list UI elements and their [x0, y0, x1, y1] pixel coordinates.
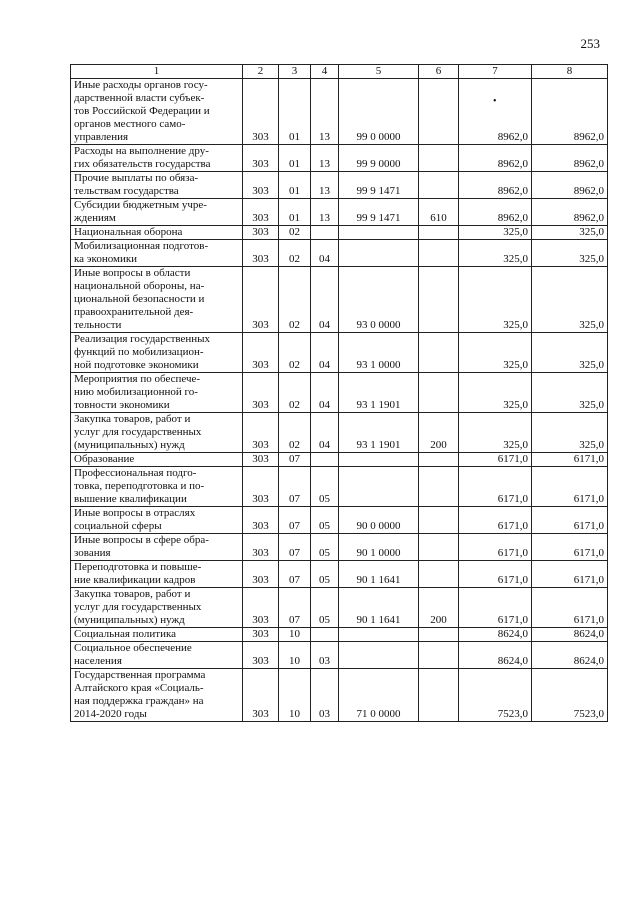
- code-cell: 303: [243, 199, 279, 226]
- section-cell: 10: [279, 642, 311, 669]
- subsection-cell: 13: [311, 199, 339, 226]
- row-name-line: циональной безопасности и: [74, 293, 205, 305]
- budget-table: [70, 64, 608, 722]
- row-name-line: Прочие выплаты по обяза-: [74, 172, 199, 184]
- amount-cell: 8962,0: [459, 145, 532, 172]
- table-row: [71, 145, 608, 172]
- target-article-cell: [339, 453, 419, 467]
- target-article-cell: 90 0 0000: [339, 507, 419, 534]
- column-header: 6: [419, 65, 459, 79]
- target-article-cell: [339, 240, 419, 267]
- expense-type-cell: [419, 333, 459, 373]
- table-row: [71, 240, 608, 267]
- row-name-line: Социальное обеспечение: [74, 642, 192, 654]
- row-name-line: населения: [74, 655, 122, 667]
- amount-cell: 325,0: [532, 373, 608, 413]
- row-name: [71, 669, 243, 722]
- expense-type-cell: 610: [419, 199, 459, 226]
- code-cell: 303: [243, 226, 279, 240]
- row-name-line: Закупка товаров, работ и: [74, 588, 191, 600]
- code-cell: 303: [243, 467, 279, 507]
- row-name: [71, 561, 243, 588]
- subsection-cell: 04: [311, 413, 339, 453]
- amount-cell: 8962,0: [459, 172, 532, 199]
- expense-type-cell: [419, 669, 459, 722]
- column-header: 3: [279, 65, 311, 79]
- section-cell: 10: [279, 628, 311, 642]
- section-cell: 02: [279, 373, 311, 413]
- expense-type-cell: [419, 642, 459, 669]
- amount-cell: 6171,0: [459, 561, 532, 588]
- column-header: 7: [459, 65, 532, 79]
- target-article-cell: [339, 226, 419, 240]
- subsection-cell: 04: [311, 333, 339, 373]
- row-name-line: ной подготовке экономики: [74, 359, 199, 371]
- table-row: [71, 507, 608, 534]
- amount-cell: 8624,0: [459, 628, 532, 642]
- row-name-line: 2014-2020 годы: [74, 708, 147, 720]
- subsection-cell: 05: [311, 588, 339, 628]
- row-name-line: услуг для государственных: [74, 426, 202, 438]
- table-row: [71, 669, 608, 722]
- row-name-line: Образование: [74, 453, 135, 465]
- row-name: [71, 534, 243, 561]
- expense-type-cell: [419, 240, 459, 267]
- section-cell: 01: [279, 199, 311, 226]
- row-name-line: гих обязательств государства: [74, 158, 211, 170]
- amount-cell: 8962,0: [532, 199, 608, 226]
- section-cell: 02: [279, 226, 311, 240]
- section-cell: 02: [279, 333, 311, 373]
- amount-cell: 325,0: [459, 226, 532, 240]
- subsection-cell: 04: [311, 267, 339, 333]
- row-name-line: (муниципальных) нужд: [74, 614, 185, 626]
- row-name: [71, 507, 243, 534]
- row-name-line: дарственной власти субъек-: [74, 92, 205, 104]
- target-article-cell: 99 9 0000: [339, 145, 419, 172]
- row-name-line: Иные вопросы в сфере обра-: [74, 534, 209, 546]
- amount-cell: 325,0: [532, 267, 608, 333]
- row-name: [71, 628, 243, 642]
- row-name: [71, 333, 243, 373]
- amount-cell: 325,0: [459, 373, 532, 413]
- amount-cell: 325,0: [532, 226, 608, 240]
- row-name: [71, 226, 243, 240]
- amount-cell: 325,0: [532, 240, 608, 267]
- amount-cell: 6171,0: [532, 507, 608, 534]
- target-article-cell: 90 1 0000: [339, 534, 419, 561]
- section-cell: 07: [279, 588, 311, 628]
- amount-cell: 6171,0: [532, 588, 608, 628]
- amount-cell: 6171,0: [459, 588, 532, 628]
- code-cell: 303: [243, 507, 279, 534]
- amount-cell: 8624,0: [532, 642, 608, 669]
- table-row: [71, 561, 608, 588]
- row-name-line: Иные вопросы в области: [74, 267, 191, 279]
- column-header: 2: [243, 65, 279, 79]
- table-row: [71, 628, 608, 642]
- expense-type-cell: [419, 373, 459, 413]
- column-header: 4: [311, 65, 339, 79]
- row-name: [71, 267, 243, 333]
- row-name-line: ние квалификации кадров: [74, 574, 196, 586]
- row-name-line: зования: [74, 547, 111, 559]
- section-cell: 07: [279, 507, 311, 534]
- subsection-cell: 13: [311, 172, 339, 199]
- row-name-line: Субсидии бюджетным учре-: [74, 199, 207, 211]
- target-article-cell: [339, 467, 419, 507]
- section-cell: 07: [279, 467, 311, 507]
- table-row: [71, 226, 608, 240]
- expense-type-cell: 200: [419, 588, 459, 628]
- target-article-cell: 93 0 0000: [339, 267, 419, 333]
- amount-cell: 6171,0: [459, 534, 532, 561]
- code-cell: 303: [243, 79, 279, 145]
- row-name: [71, 172, 243, 199]
- table-row: [71, 79, 608, 145]
- row-name-line: Иные вопросы в отраслях: [74, 507, 196, 519]
- row-name-line: Государственная программа: [74, 669, 206, 681]
- code-cell: 303: [243, 145, 279, 172]
- subsection-cell: 04: [311, 240, 339, 267]
- expense-type-cell: [419, 453, 459, 467]
- amount-cell: 325,0: [459, 333, 532, 373]
- expense-type-cell: [419, 145, 459, 172]
- amount-cell: 8624,0: [459, 642, 532, 669]
- row-name-line: товности экономики: [74, 399, 170, 411]
- row-name-line: тельности: [74, 319, 122, 331]
- row-name-line: тельствам государства: [74, 185, 179, 197]
- table-row: [71, 199, 608, 226]
- code-cell: 303: [243, 453, 279, 467]
- amount-cell: 6171,0: [459, 507, 532, 534]
- row-name-line: управления: [74, 131, 129, 143]
- stray-mark: •: [493, 96, 497, 107]
- target-article-cell: 99 9 1471: [339, 172, 419, 199]
- code-cell: 303: [243, 561, 279, 588]
- amount-cell: 325,0: [459, 267, 532, 333]
- expense-type-cell: [419, 172, 459, 199]
- row-name-line: Закупка товаров, работ и: [74, 413, 191, 425]
- row-name: [71, 642, 243, 669]
- amount-cell: 6171,0: [532, 534, 608, 561]
- target-article-cell: 71 0 0000: [339, 669, 419, 722]
- code-cell: 303: [243, 628, 279, 642]
- target-article-cell: 93 1 1901: [339, 413, 419, 453]
- expense-type-cell: [419, 628, 459, 642]
- amount-cell: 6171,0: [459, 467, 532, 507]
- subsection-cell: 03: [311, 669, 339, 722]
- code-cell: 303: [243, 669, 279, 722]
- code-cell: 303: [243, 413, 279, 453]
- row-name-line: вышение квалификации: [74, 493, 187, 505]
- expense-type-cell: [419, 467, 459, 507]
- page-number: 253: [580, 36, 600, 51]
- amount-cell: 325,0: [459, 413, 532, 453]
- code-cell: 303: [243, 240, 279, 267]
- amount-cell: 6171,0: [532, 453, 608, 467]
- row-name-line: органов местного само-: [74, 118, 186, 130]
- section-cell: 02: [279, 240, 311, 267]
- subsection-cell: 13: [311, 145, 339, 172]
- row-name-line: Расходы на выполнение дру-: [74, 145, 209, 157]
- section-cell: 10: [279, 669, 311, 722]
- code-cell: 303: [243, 373, 279, 413]
- expense-type-cell: [419, 226, 459, 240]
- table-row: [71, 642, 608, 669]
- target-article-cell: 90 1 1641: [339, 588, 419, 628]
- amount-cell: 8624,0: [532, 628, 608, 642]
- amount-cell: 8962,0: [532, 172, 608, 199]
- row-name: [71, 240, 243, 267]
- table-row: [71, 267, 608, 333]
- amount-cell: 8962,0: [532, 145, 608, 172]
- row-name-line: национальной обороны, на-: [74, 280, 205, 292]
- expense-type-cell: [419, 79, 459, 145]
- table-row: [71, 467, 608, 507]
- expense-type-cell: 200: [419, 413, 459, 453]
- amount-cell: 7523,0: [459, 669, 532, 722]
- subsection-cell: [311, 628, 339, 642]
- row-name: [71, 199, 243, 226]
- row-name-line: Алтайского края «Социаль-: [74, 682, 204, 694]
- row-name-line: тов Российской Федерации и: [74, 105, 210, 117]
- table-row: [71, 413, 608, 453]
- section-cell: 02: [279, 267, 311, 333]
- section-cell: 07: [279, 453, 311, 467]
- row-name-line: ждениям: [74, 212, 116, 224]
- amount-cell: 7523,0: [532, 669, 608, 722]
- row-name-line: ка экономики: [74, 253, 138, 265]
- section-cell: 01: [279, 79, 311, 145]
- amount-cell: 6171,0: [532, 561, 608, 588]
- code-cell: 303: [243, 333, 279, 373]
- subsection-cell: [311, 453, 339, 467]
- target-article-cell: 93 1 1901: [339, 373, 419, 413]
- section-cell: 02: [279, 413, 311, 453]
- code-cell: 303: [243, 172, 279, 199]
- subsection-cell: 04: [311, 373, 339, 413]
- row-name-line: Иные расходы органов госу-: [74, 79, 208, 91]
- row-name-line: Профессиональная подго-: [74, 467, 197, 479]
- table-row: [71, 172, 608, 199]
- section-cell: 07: [279, 534, 311, 561]
- column-header: 1: [71, 65, 243, 79]
- row-name-line: (муниципальных) нужд: [74, 439, 185, 451]
- subsection-cell: 05: [311, 561, 339, 588]
- row-name-line: Реализация государственных: [74, 333, 211, 345]
- amount-cell: 325,0: [532, 413, 608, 453]
- subsection-cell: 03: [311, 642, 339, 669]
- amount-cell: 6171,0: [459, 453, 532, 467]
- row-name: [71, 79, 243, 145]
- subsection-cell: 05: [311, 507, 339, 534]
- row-name-line: Социальная политика: [74, 628, 177, 640]
- subsection-cell: 05: [311, 467, 339, 507]
- amount-cell: 8962,0: [459, 199, 532, 226]
- expense-type-cell: [419, 267, 459, 333]
- table-row: [71, 373, 608, 413]
- row-name: [71, 145, 243, 172]
- amount-cell: 325,0: [532, 333, 608, 373]
- table-row: [71, 534, 608, 561]
- expense-type-cell: [419, 534, 459, 561]
- target-article-cell: 99 0 0000: [339, 79, 419, 145]
- subsection-cell: 05: [311, 534, 339, 561]
- row-name-line: нию мобилизационной го-: [74, 386, 198, 398]
- table-header-row: [71, 65, 608, 79]
- code-cell: 303: [243, 588, 279, 628]
- row-name-line: социальной сферы: [74, 520, 162, 532]
- table-row: [71, 588, 608, 628]
- subsection-cell: 13: [311, 79, 339, 145]
- code-cell: 303: [243, 642, 279, 669]
- target-article-cell: [339, 642, 419, 669]
- target-article-cell: 93 1 0000: [339, 333, 419, 373]
- row-name: [71, 588, 243, 628]
- target-article-cell: 99 9 1471: [339, 199, 419, 226]
- amount-cell: 8962,0: [532, 79, 608, 145]
- code-cell: 303: [243, 534, 279, 561]
- column-header: 8: [532, 65, 608, 79]
- expense-type-cell: [419, 561, 459, 588]
- amount-cell: 6171,0: [532, 467, 608, 507]
- row-name: [71, 373, 243, 413]
- row-name-line: Национальная оборона: [74, 226, 183, 238]
- code-cell: 303: [243, 267, 279, 333]
- row-name-line: товка, переподготовка и по-: [74, 480, 205, 492]
- row-name-line: правоохранительной дея-: [74, 306, 194, 318]
- section-cell: 01: [279, 172, 311, 199]
- section-cell: 01: [279, 145, 311, 172]
- expense-type-cell: [419, 507, 459, 534]
- row-name-line: Переподготовка и повыше-: [74, 561, 202, 573]
- table-row: [71, 453, 608, 467]
- row-name: [71, 453, 243, 467]
- row-name-line: Мобилизационная подготов-: [74, 240, 209, 252]
- table-row: [71, 333, 608, 373]
- amount-cell: 8962,0: [459, 79, 532, 145]
- row-name-line: функций по мобилизацион-: [74, 346, 204, 358]
- amount-cell: 325,0: [459, 240, 532, 267]
- row-name-line: Мероприятия по обеспече-: [74, 373, 201, 385]
- row-name: [71, 413, 243, 453]
- row-name-line: услуг для государственных: [74, 601, 202, 613]
- subsection-cell: [311, 226, 339, 240]
- column-header: 5: [339, 65, 419, 79]
- target-article-cell: 90 1 1641: [339, 561, 419, 588]
- row-name-line: ная поддержка граждан» на: [74, 695, 204, 707]
- row-name: [71, 467, 243, 507]
- target-article-cell: [339, 628, 419, 642]
- section-cell: 07: [279, 561, 311, 588]
